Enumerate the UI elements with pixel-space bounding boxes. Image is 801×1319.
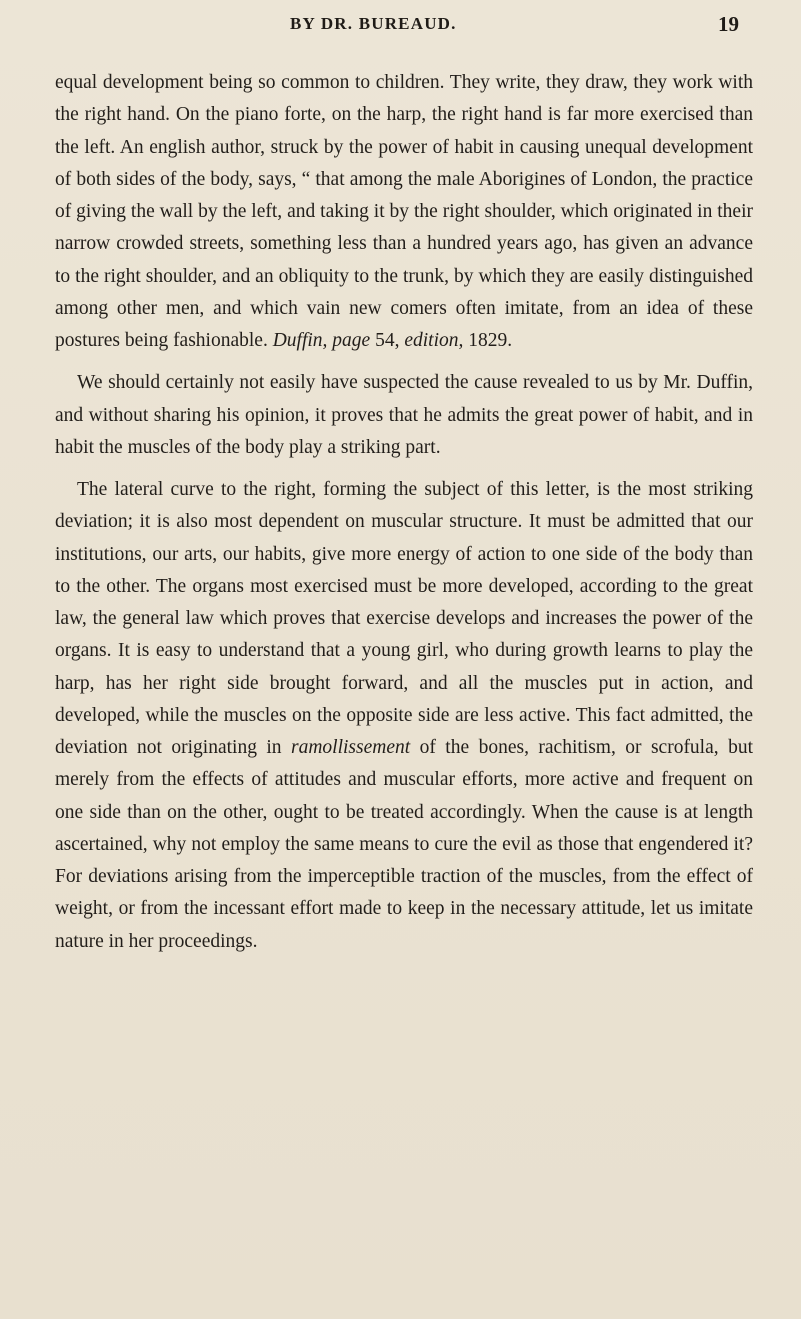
page-number: 19 <box>718 12 739 36</box>
citation-year: 1829. <box>463 330 513 351</box>
paragraph-text: The lateral curve to the right, forming the subject of this letter, is the most striking deviation; it is also most dependent on muscular structure. It must be admitted that our institutions, our arts, our habits, give more energy of action to one side of the body than to the other. The organs most exercised must be more developed, according to the great law, the general law which proves that exercise develops and increases the power of the organs. It is easy to understand that a young girl, who during growth learns to play the harp, has her right side brought forward, and all the muscles put in action, and developed, while the muscles on the opposite side are less active. This fact admitted, the deviation not originating in <box>55 479 753 758</box>
running-title: BY DR. BUREAUD. <box>290 14 457 33</box>
running-head <box>0 14 801 38</box>
italic-citation-author: Duffin, page <box>272 330 371 351</box>
paragraph-duffin-opinion: We should certainly not easily have suspected the cause revealed to us by Mr. Duffin, and without sharing his opinion, it proves that he admits the great power of habit, and in habit the muscles of the body play a striking part. <box>55 372 753 458</box>
paragraph-text: equal development being so common to children. They write, they draw, they work with the right hand. On the piano forte, on the harp, the right hand is far more exercised than the left. An english author, struck by the power of habit in causing unequal development of both sides of the body, says, “ that among the male Aborigines of London, the practice of giving the wall by the left, and taking it by the right shoulder, which originated in their narrow crowded streets, something less than a hundred years ago, has given an advance to the right shoulder, and an obliquity to the trunk, by which they are easily distinguished among other men, and which vain new comers often imitate, from an idea of these postures being fashionable. <box>55 72 753 351</box>
body-text <box>55 67 753 958</box>
paragraph-habit-example <box>55 67 753 357</box>
italic-term-ramollissement: ramollissement <box>291 737 411 758</box>
paragraph-text: of the bones, rachitism, or scrofula, but merely from the effects of attitudes and muscular efforts, more active and frequent on one side than on the other, ought to be treated accordingly. When the cause is at length ascertained, why not employ the same means to cure the evil as those that engendered it? For deviations arising from the imperceptible traction of the muscles, from the effect of weight, or from the incessant effort made to keep in the necessary attitude, let us imitate nature in her proceedings. <box>55 737 753 952</box>
paragraph-lateral-curve <box>55 474 753 958</box>
italic-citation-edition: edition, <box>404 330 464 351</box>
citation-page: 54, <box>370 330 405 351</box>
